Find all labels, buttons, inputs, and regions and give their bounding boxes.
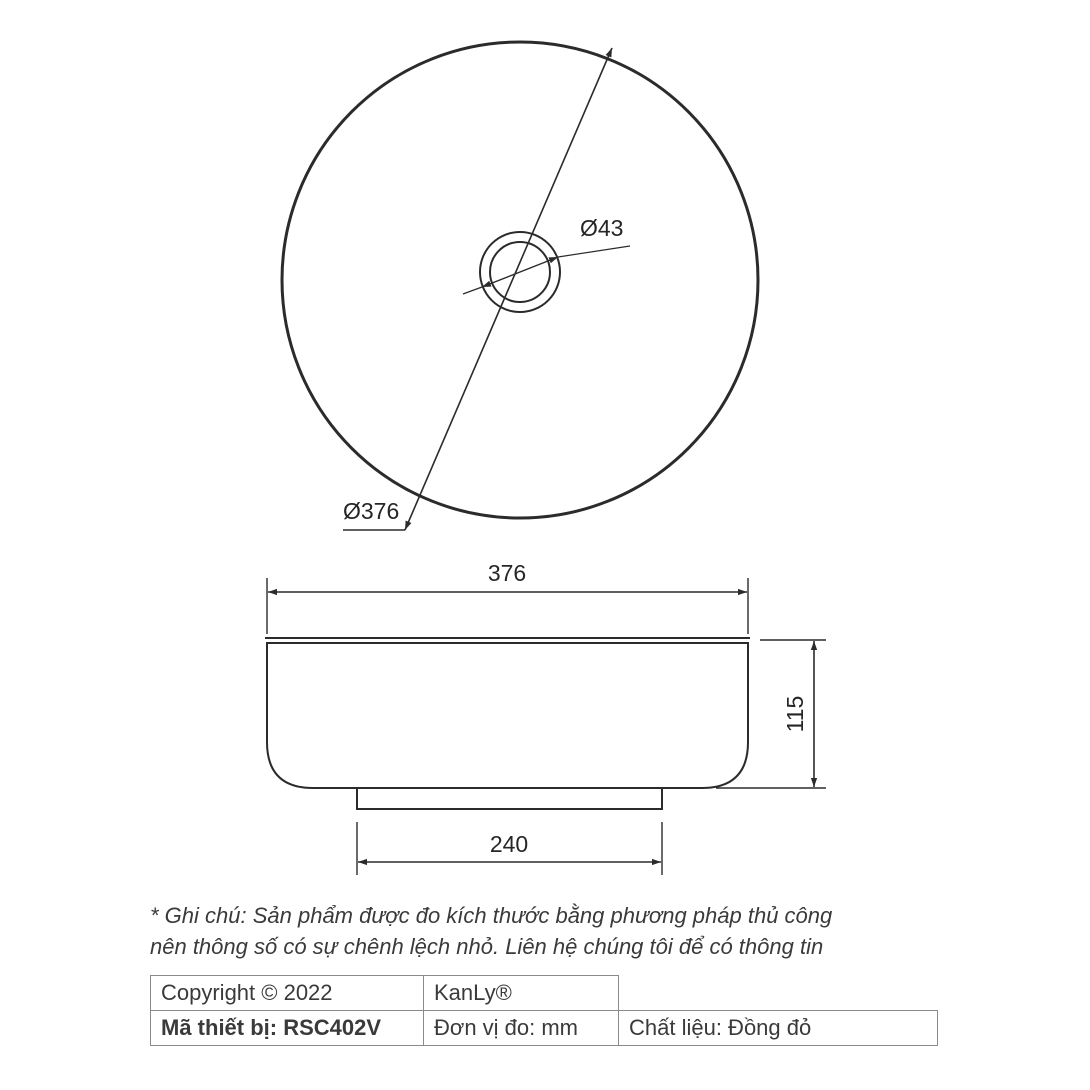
measurement-note [150, 900, 950, 962]
model-cell: Mã thiết bị: RSC402V [151, 1011, 424, 1046]
unit-cell: Đơn vị đo: mm [424, 1011, 619, 1046]
note-line-1: * Ghi chú: Sản phẩm được đo kích thước bằng phương pháp thủ công [150, 903, 833, 928]
side-view [265, 560, 826, 875]
drain-diameter-label: Ø43 [580, 215, 624, 241]
basin-outer-circle [282, 42, 758, 518]
info-row-1 [151, 976, 938, 1011]
empty-cell [619, 976, 938, 1011]
info-row-2 [151, 1011, 938, 1046]
basin-body-outline [267, 643, 748, 788]
top-view [282, 42, 758, 530]
material-cell: Chất liệu: Đồng đỏ [619, 1011, 938, 1046]
brand-cell: KanLy® [424, 976, 619, 1011]
drain-diameter-leader-right [558, 246, 630, 257]
outer-diameter-label: Ø376 [343, 498, 400, 524]
outer-diameter-dimension-line [405, 48, 612, 530]
width-label: 376 [487, 560, 527, 586]
drain-diameter-leader-left [463, 287, 482, 294]
copyright-cell: Copyright © 2022 [151, 976, 424, 1011]
basin-foot [357, 788, 662, 809]
base-width-label: 240 [489, 831, 529, 857]
product-info-table [150, 975, 938, 1046]
note-line-2: nên thông số có sự chênh lệch nhỏ. Liên hệ chúng tôi để có thông tin [150, 934, 824, 959]
height-label: 115 [782, 695, 808, 733]
